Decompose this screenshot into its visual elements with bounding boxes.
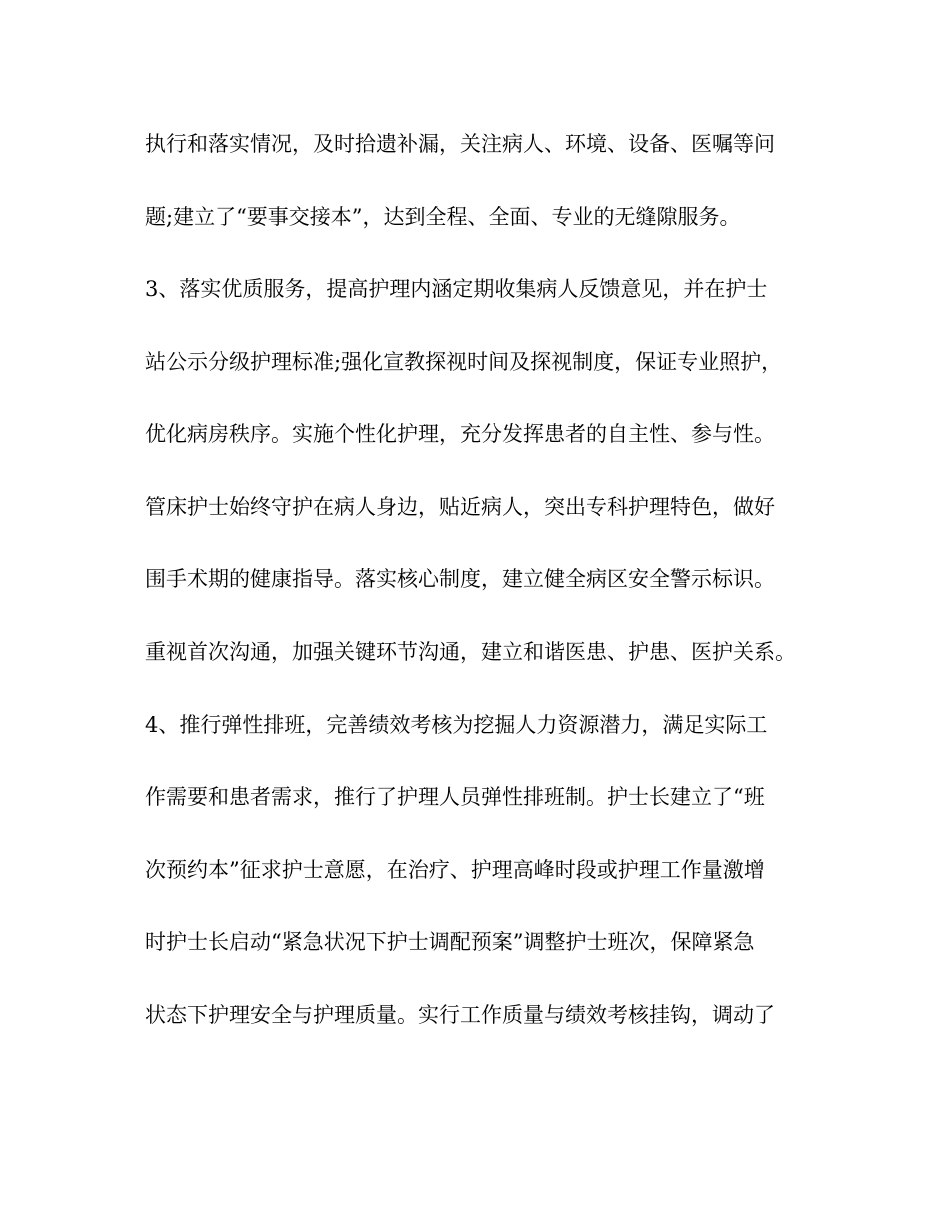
text-line: 优化病房秩序。实施个性化护理，充分发挥患者的自主性、参与性。	[145, 422, 775, 446]
text-line: 重视首次沟通，加强关键环节沟通，建立和谐医患、护患、医护关系。	[145, 640, 796, 664]
text-line: 状态下护理安全与护理质量。实行工作质量与绩效考核挂钩，调动了	[145, 1003, 775, 1027]
text-line: 执行和落实情况，及时拾遗补漏，关注病人、环境、设备、医嘱等问	[145, 132, 775, 156]
text-line: 次预约本”征求护士意愿，在治疗、护理高峰时段或护理工作量激增	[145, 858, 765, 882]
text-line: 4、推行弹性排班，完善绩效考核为挖掘人力资源潜力，满足实际工	[145, 713, 768, 737]
text-line: 题;建立了“要事交接本”，达到全程、全面、专业的无缝隙服务。	[145, 205, 741, 229]
text-line: 作需要和患者需求，推行了护理人员弹性排班制。护士长建立了“班	[145, 785, 765, 809]
text-line: 围手术期的健康指导。落实核心制度，建立健全病区安全警示标识。	[145, 567, 775, 591]
text-line: 3、落实优质服务，提高护理内涵定期收集病人反馈意见，并在护士	[145, 277, 768, 301]
text-line: 站公示分级护理标准;强化宣教探视时间及探视制度，保证专业照护，	[145, 350, 783, 374]
text-line: 时护士长启动“紧急状况下护士调配预案”调整护士班次，保障紧急	[145, 930, 755, 954]
text-line: 管床护士始终守护在病人身边，贴近病人，突出专科护理特色，做好	[145, 495, 775, 519]
